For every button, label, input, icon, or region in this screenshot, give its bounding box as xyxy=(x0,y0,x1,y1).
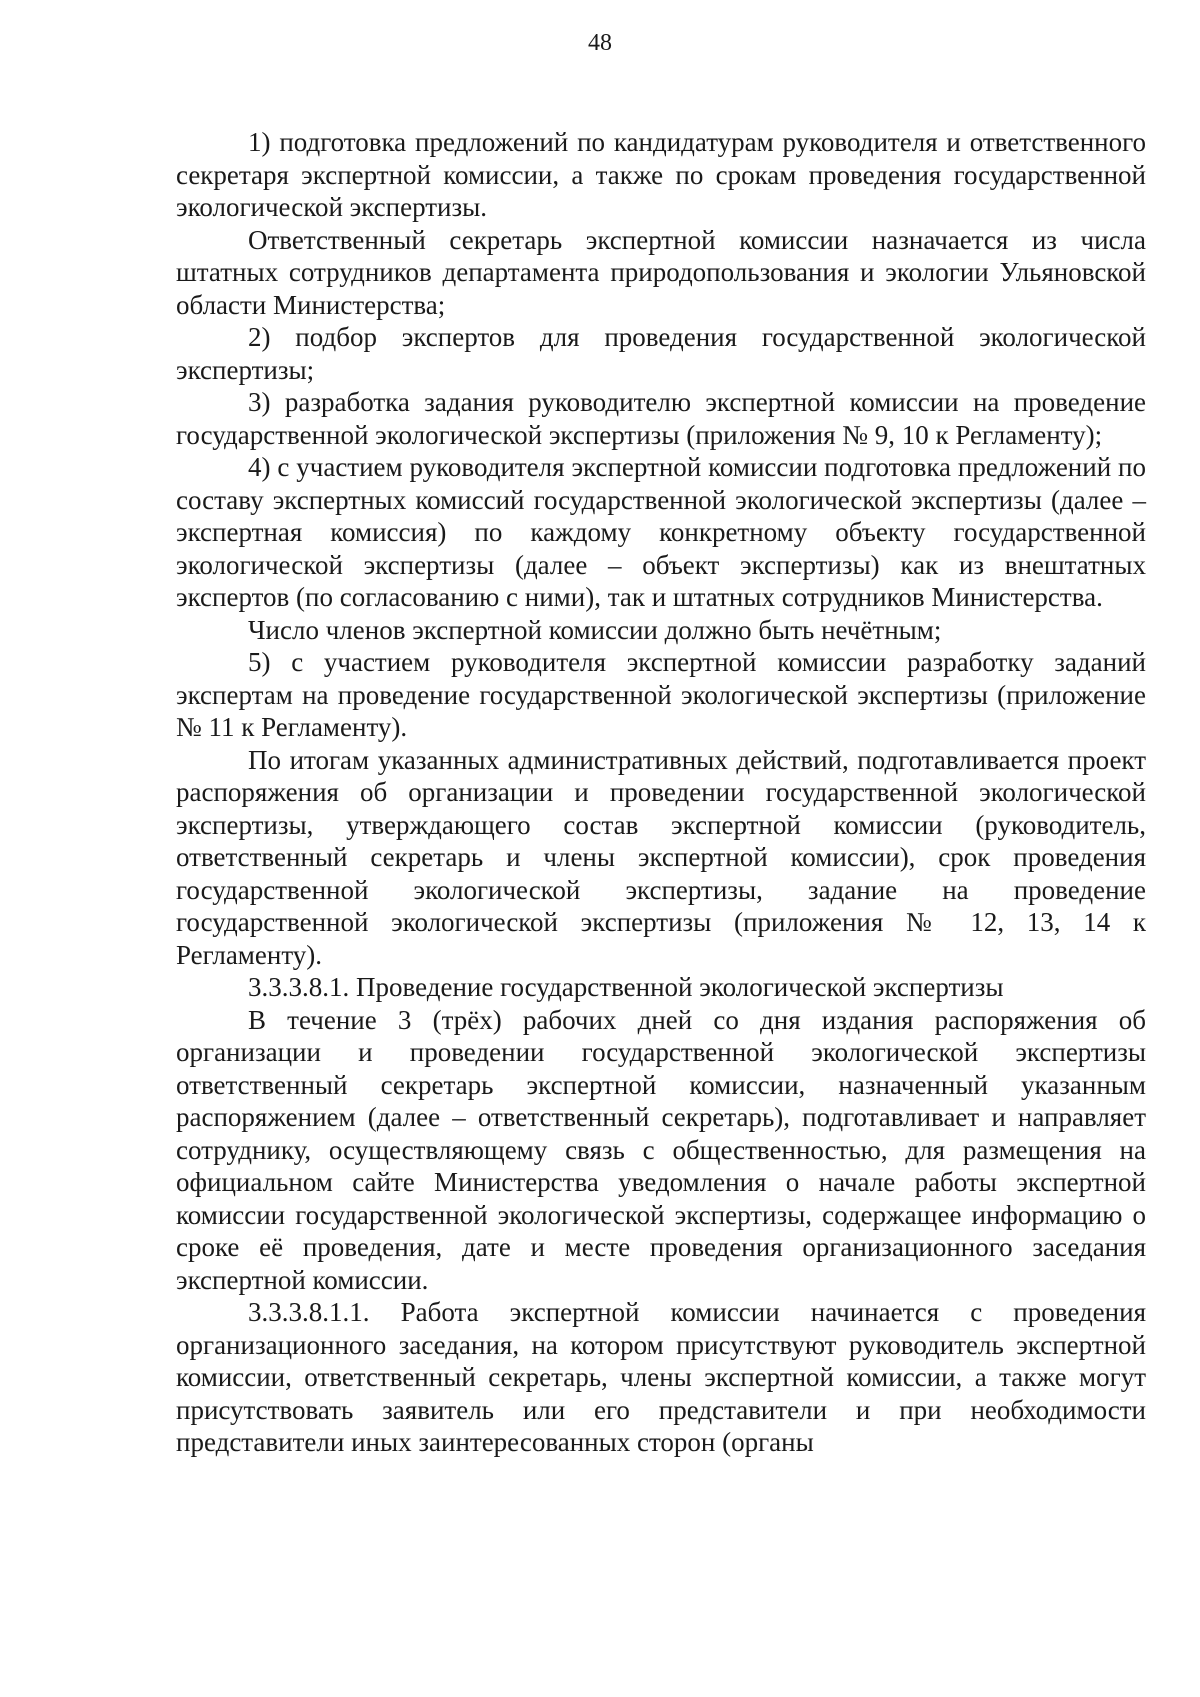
section-heading-3-3-3-8-1: 3.3.3.8.1. Проведение государственной экологической экспертизы xyxy=(248,972,1004,1002)
paragraph-item-3: 3) разработка задания руководителю экспертной комиссии на проведение государственной экологической экспертизы (приложения № 9, 10 к Регламенту); xyxy=(176,387,1146,450)
paragraph-results: По итогам указанных административных действий, подготавливается проект распоряжения об организации и проведении государственной экологической экспертизы, утверждающего состав экспертной комиссии (руководитель, ответственный секретарь и члены экспертной комиссии), срок проведения государственной экологической экспертизы, задание на проведение государственной экологической экспертизы (приложения № 12, 13, 14 к Регламенту). xyxy=(176,744,1146,970)
paragraph-3-3-3-8-1-1: 3.3.3.8.1.1. Работа экспертной комиссии начинается с проведения организационного заседания, на котором присутствуют руководитель экспертной комиссии, ответственный секретарь, члены экспертной комиссии, а также могут присутствовать заявитель или его представители и при необходимости представители иных заинтересованных сторон (органы xyxy=(176,1297,1146,1457)
paragraph-item-4: 4) с участием руководителя экспертной комиссии подготовка предложений по составу экспертных комиссий государственной экологической экспертизы (далее – экспертная комиссия) по каждому конкретному объекту государственной экологической экспертизы (далее – объект экспертизы) как из внештатных экспертов (по согласованию с ними), так и штатных сотрудников Министерства. xyxy=(176,452,1146,612)
paragraph-item-5: 5) с участием руководителя экспертной комиссии разработку заданий экспертам на проведение государственной экологической экспертизы (приложение № 11 к Регламенту). xyxy=(176,647,1146,742)
paragraph-item-1: 1) подготовка предложений по кандидатурам руководителя и ответственного секретаря экспертной комиссии, а также по срокам проведения государственной экологической экспертизы. xyxy=(176,127,1146,222)
paragraph-item-2: 2) подбор экспертов для проведения государственной экологической экспертизы; xyxy=(176,322,1146,385)
document-body xyxy=(176,126,1146,1459)
paragraph-notification: В течение 3 (трёх) рабочих дней со дня издания распоряжения об организации и проведении государственной экологической экспертизы ответственный секретарь экспертной комиссии, назначенный указанным распоряжением (далее – ответственный секретарь), подготавливает и направляет сотруднику, осуществляющему связь с общественностью, для размещения на официальном сайте Министерства уведомления о начале работы экспертной комиссии государственной экологической экспертизы, содержащее информацию о сроке её проведения, дате и месте проведения организационного заседания экспертной комиссии. xyxy=(176,1004,1146,1295)
paragraph-commission-members: Число членов экспертной комиссии должно быть нечётным; xyxy=(248,614,942,645)
page-number: 48 xyxy=(588,30,612,56)
paragraph-secretary-appointment: Ответственный секретарь экспертной комиссии назначается из числа штатных сотрудников департамента природопользования и экологии Ульяновской области Министерства; xyxy=(176,224,1146,320)
